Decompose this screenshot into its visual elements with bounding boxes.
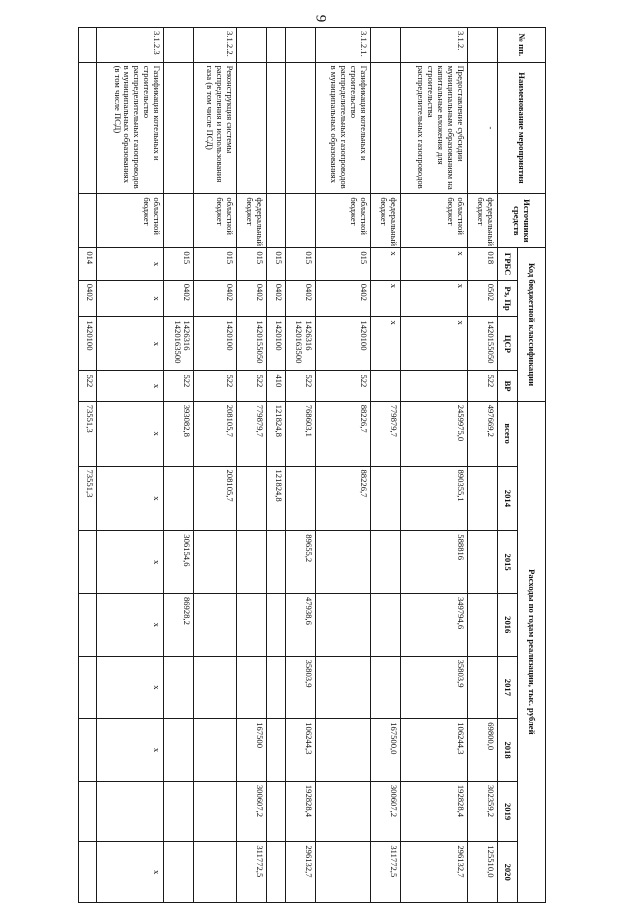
cell-total: х bbox=[97, 401, 164, 466]
cell-2014: 121824,8 bbox=[267, 466, 285, 531]
header-2015: 2015 bbox=[498, 531, 518, 594]
cell-2015 bbox=[467, 531, 497, 594]
cell-name bbox=[370, 62, 400, 194]
table-row bbox=[315, 28, 370, 903]
cell-2017: 35803,9 bbox=[285, 656, 315, 719]
cell-2018 bbox=[164, 719, 194, 782]
cell-name: Предоставление субсидии муниципальным образованиям на капитальные вложения для строительства распределительных газопроводов bbox=[400, 62, 467, 194]
cell-2018 bbox=[194, 719, 236, 782]
header-2019: 2019 bbox=[498, 781, 518, 841]
cell-2016: х bbox=[97, 593, 164, 656]
cell-2015 bbox=[267, 531, 285, 594]
cell-vr: 522 bbox=[164, 371, 194, 401]
header-2017: 2017 bbox=[498, 656, 518, 719]
cell-2015: 306154,6 bbox=[164, 531, 194, 594]
cell-source: областной бюджет bbox=[194, 194, 236, 248]
table-row bbox=[164, 28, 194, 903]
cell-2016 bbox=[467, 593, 497, 656]
header-2014: 2014 bbox=[498, 466, 518, 531]
cell-2017 bbox=[267, 656, 285, 719]
cell-2014 bbox=[164, 466, 194, 531]
cell-2018: 167500,0 bbox=[370, 719, 400, 782]
cell-rzpr: 0402 bbox=[267, 280, 285, 317]
table-row bbox=[467, 28, 497, 903]
page-number: 9 bbox=[312, 14, 329, 23]
cell-2014: х bbox=[97, 466, 164, 531]
table-row bbox=[194, 28, 236, 903]
cell-2019 bbox=[164, 781, 194, 841]
cell-2016: 47938,6 bbox=[285, 593, 315, 656]
cell-2017 bbox=[370, 656, 400, 719]
cell-2019: 300607,2 bbox=[236, 781, 266, 841]
cell-vr: 410 bbox=[267, 371, 285, 401]
cell-name: Реконструкция системы распределения и использования газа (в том числе ПСД) bbox=[194, 62, 236, 194]
cell-name: - bbox=[467, 62, 497, 194]
cell-2019 bbox=[97, 781, 164, 841]
cell-grbs: 015 bbox=[164, 248, 194, 280]
cell-name bbox=[267, 62, 285, 194]
cell-num bbox=[79, 28, 97, 63]
cell-2018 bbox=[315, 719, 370, 782]
cell-vr bbox=[370, 371, 400, 401]
cell-2019: 302359,2 bbox=[467, 781, 497, 841]
cell-2019 bbox=[267, 781, 285, 841]
cell-2016: 349794,6 bbox=[400, 593, 467, 656]
cell-2020 bbox=[267, 842, 285, 903]
cell-2017: х bbox=[97, 656, 164, 719]
cell-grbs: х bbox=[370, 248, 400, 280]
cell-2015: х bbox=[97, 531, 164, 594]
header-source: Источники средств bbox=[498, 194, 546, 248]
cell-csr: х bbox=[97, 317, 164, 371]
rotated-table-wrapper bbox=[78, 27, 546, 903]
cell-2015 bbox=[370, 531, 400, 594]
cell-2015: 89655,2 bbox=[285, 531, 315, 594]
cell-2018 bbox=[267, 719, 285, 782]
cell-total: 88226,7 bbox=[315, 401, 370, 466]
cell-total: 779879,7 bbox=[236, 401, 266, 466]
cell-2020: 125510,0 bbox=[467, 842, 497, 903]
budget-table bbox=[78, 27, 546, 903]
table-row bbox=[97, 28, 164, 903]
cell-2015 bbox=[315, 531, 370, 594]
cell-2016: 86928,2 bbox=[164, 593, 194, 656]
cell-total: 208105,7 bbox=[194, 401, 236, 466]
cell-2016 bbox=[236, 593, 266, 656]
cell-csr: 1420155050 bbox=[467, 317, 497, 371]
cell-source bbox=[79, 194, 97, 248]
cell-2019 bbox=[194, 781, 236, 841]
cell-2019: 300607,2 bbox=[370, 781, 400, 841]
cell-2017 bbox=[79, 656, 97, 719]
cell-2019: 192828,4 bbox=[400, 781, 467, 841]
cell-2018 bbox=[79, 719, 97, 782]
cell-2017 bbox=[194, 656, 236, 719]
cell-2015 bbox=[79, 531, 97, 594]
header-name: Наименование мероприятия bbox=[498, 62, 546, 194]
cell-2019 bbox=[315, 781, 370, 841]
cell-csr: 1420100 bbox=[194, 317, 236, 371]
cell-2015 bbox=[194, 531, 236, 594]
table-row bbox=[285, 28, 315, 903]
table-row bbox=[79, 28, 97, 903]
cell-2014: 88226,7 bbox=[315, 466, 370, 531]
cell-source: федеральный бюджет bbox=[467, 194, 497, 248]
cell-2014 bbox=[467, 466, 497, 531]
cell-num: 3.1.2.1. bbox=[315, 28, 370, 63]
header-num: № пп. bbox=[498, 28, 546, 63]
cell-num bbox=[236, 28, 266, 63]
cell-2020: х bbox=[97, 842, 164, 903]
cell-2020 bbox=[164, 842, 194, 903]
cell-rzpr: 0402 bbox=[194, 280, 236, 317]
cell-2016 bbox=[267, 593, 285, 656]
cell-source: областной бюджет bbox=[97, 194, 164, 248]
cell-2014: 890355,1 bbox=[400, 466, 467, 531]
header-2018: 2018 bbox=[498, 719, 518, 782]
cell-vr: 522 bbox=[315, 371, 370, 401]
cell-name bbox=[164, 62, 194, 194]
cell-2016 bbox=[79, 593, 97, 656]
cell-num: 3.1.2.3 bbox=[97, 28, 164, 63]
cell-source bbox=[285, 194, 315, 248]
cell-csr: 1420155050 bbox=[236, 317, 266, 371]
table-body bbox=[79, 28, 498, 903]
header-rzpr: Рз, Пр bbox=[498, 280, 518, 317]
cell-2018: 69800,0 bbox=[467, 719, 497, 782]
cell-name bbox=[79, 62, 97, 194]
cell-grbs: 014 bbox=[79, 248, 97, 280]
cell-total: 121824,8 bbox=[267, 401, 285, 466]
cell-num: 3.1.2. bbox=[400, 28, 467, 63]
cell-2014 bbox=[370, 466, 400, 531]
cell-2014 bbox=[285, 466, 315, 531]
cell-csr: 1420100 bbox=[267, 317, 285, 371]
header-vr: ВР bbox=[498, 371, 518, 401]
cell-2018: 106244,3 bbox=[285, 719, 315, 782]
cell-2020: 311772,5 bbox=[236, 842, 266, 903]
cell-csr: 1426316 1420163500 bbox=[164, 317, 194, 371]
cell-vr bbox=[400, 371, 467, 401]
cell-grbs: 015 bbox=[194, 248, 236, 280]
table-row bbox=[370, 28, 400, 903]
cell-2018: 167500 bbox=[236, 719, 266, 782]
cell-vr: 522 bbox=[285, 371, 315, 401]
cell-grbs: 015 bbox=[285, 248, 315, 280]
cell-name bbox=[236, 62, 266, 194]
cell-rzpr: х bbox=[400, 280, 467, 317]
cell-2014 bbox=[236, 466, 266, 531]
cell-2014: 73551,3 bbox=[79, 466, 97, 531]
cell-2018: х bbox=[97, 719, 164, 782]
cell-vr: 522 bbox=[467, 371, 497, 401]
cell-source: областной бюджет bbox=[400, 194, 467, 248]
cell-total: 768603,1 bbox=[285, 401, 315, 466]
cell-2017: 35803,9 bbox=[400, 656, 467, 719]
cell-name: Газификация котельных и строительство распределительных газопроводов в муниципальных образованиях bbox=[315, 62, 370, 194]
table-row bbox=[267, 28, 285, 903]
header-grbs: ГРБС bbox=[498, 248, 518, 280]
cell-source: федеральный бюджет bbox=[236, 194, 266, 248]
cell-grbs: 015 bbox=[315, 248, 370, 280]
cell-vr: 522 bbox=[236, 371, 266, 401]
cell-vr: 522 bbox=[194, 371, 236, 401]
cell-rzpr: х bbox=[97, 280, 164, 317]
header-total: всего bbox=[498, 401, 518, 466]
cell-2016 bbox=[194, 593, 236, 656]
cell-rzpr: 0402 bbox=[79, 280, 97, 317]
cell-total: 393082,8 bbox=[164, 401, 194, 466]
cell-source bbox=[164, 194, 194, 248]
cell-2019 bbox=[79, 781, 97, 841]
cell-2019: 192828,4 bbox=[285, 781, 315, 841]
cell-vr: 522 bbox=[79, 371, 97, 401]
cell-num bbox=[164, 28, 194, 63]
cell-2020 bbox=[79, 842, 97, 903]
cell-rzpr: 0402 bbox=[315, 280, 370, 317]
cell-grbs: 015 bbox=[267, 248, 285, 280]
cell-grbs: х bbox=[97, 248, 164, 280]
cell-total: 73551,3 bbox=[79, 401, 97, 466]
cell-csr: 1426316 1420163500 bbox=[285, 317, 315, 371]
cell-csr: х bbox=[400, 317, 467, 371]
cell-total: 2459975,0 bbox=[400, 401, 467, 466]
cell-total: 497669,2 bbox=[467, 401, 497, 466]
cell-grbs: х bbox=[400, 248, 467, 280]
cell-csr: 1420100 bbox=[79, 317, 97, 371]
cell-rzpr: 0402 bbox=[164, 280, 194, 317]
cell-2014: 208105,7 bbox=[194, 466, 236, 531]
cell-2020 bbox=[194, 842, 236, 903]
cell-num: 3.1.2.2. bbox=[194, 28, 236, 63]
cell-num bbox=[267, 28, 285, 63]
cell-2016 bbox=[370, 593, 400, 656]
cell-rzpr: х bbox=[370, 280, 400, 317]
cell-name: Газификация котельных и строительство распределительных газопроводов в муниципальных образованиях (в том числе ПСД) bbox=[97, 62, 164, 194]
table-row bbox=[400, 28, 467, 903]
cell-total: 779879,7 bbox=[370, 401, 400, 466]
cell-2020: 296132,7 bbox=[400, 842, 467, 903]
cell-csr: х bbox=[370, 317, 400, 371]
cell-source: федеральный бюджет bbox=[370, 194, 400, 248]
cell-rzpr: 0402 bbox=[285, 280, 315, 317]
header-2020: 2020 bbox=[498, 842, 518, 903]
cell-grbs: 018 bbox=[467, 248, 497, 280]
cell-num bbox=[285, 28, 315, 63]
cell-num bbox=[370, 28, 400, 63]
cell-name bbox=[285, 62, 315, 194]
cell-num bbox=[467, 28, 497, 63]
cell-2017 bbox=[164, 656, 194, 719]
cell-source: областной бюджет bbox=[315, 194, 370, 248]
cell-2020: 311772,5 bbox=[370, 842, 400, 903]
cell-source bbox=[267, 194, 285, 248]
table-row bbox=[236, 28, 266, 903]
cell-2020: 296132,7 bbox=[285, 842, 315, 903]
cell-rzpr: 0402 bbox=[236, 280, 266, 317]
cell-grbs: 015 bbox=[236, 248, 266, 280]
cell-2017 bbox=[315, 656, 370, 719]
cell-2017 bbox=[467, 656, 497, 719]
cell-vr: х bbox=[97, 371, 164, 401]
header-csr: ЦСР bbox=[498, 317, 518, 371]
cell-rzpr: 0502 bbox=[467, 280, 497, 317]
header-expenses: Расходы по годам реализации, тыс. рублей bbox=[518, 401, 546, 902]
cell-2015 bbox=[236, 531, 266, 594]
cell-2018: 106244,3 bbox=[400, 719, 467, 782]
cell-2017 bbox=[236, 656, 266, 719]
cell-2020 bbox=[315, 842, 370, 903]
header-2016: 2016 bbox=[498, 593, 518, 656]
header-budget-code: Код бюджетной классификации bbox=[518, 248, 546, 401]
cell-csr: 1420100 bbox=[315, 317, 370, 371]
cell-2016 bbox=[315, 593, 370, 656]
cell-2015: 588816 bbox=[400, 531, 467, 594]
